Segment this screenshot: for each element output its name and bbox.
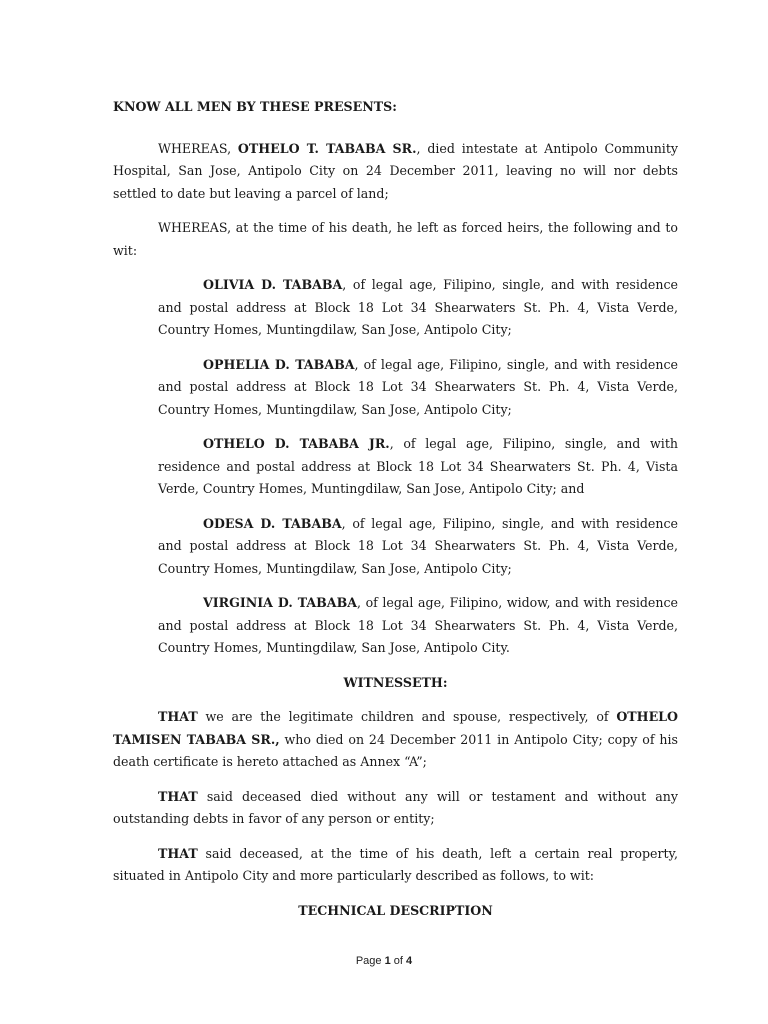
heir-paragraph [158,592,678,660]
whereas-paragraph-1 [113,138,678,206]
page-label: Page [355,955,385,967]
heir-name: OLIVIA D. TABABA [203,277,343,292]
heir-name: ODESA D. TABABA [203,515,342,531]
that-1-text: we are the legitimate children and spouse, respectively, of [197,709,617,724]
whereas-paragraph-2: WHEREAS, at the time of his death, he left as forced heirs, the following and to wit: [113,220,678,258]
heir-paragraph [158,274,678,342]
heir-paragraph [158,433,678,501]
page-footer [0,955,768,967]
heir-name: OPHELIA D. TABABA [203,356,355,372]
decedent-full-name: OTHELO TAMISEN TABABA SR., [113,709,678,747]
that-1-rest: who died on 24 December 2011 in Antipolo City; copy of his death certificate is hereto attached as Annex “A”; [113,731,679,769]
whereas-1-text: , died intestate at Antipolo Community Hospital, San Jose, Antipolo City on 24 December 2011, leaving no will nor debts settled to date but leaving a parcel of land; [113,140,679,201]
heir-paragraph [158,354,678,422]
that-lead: THAT [158,845,198,861]
page-total: 4 [406,955,413,967]
heir-details: , of legal age, Filipino, single, and with residence and postal address at Block 18 Lot 34 Shearwaters St. Ph. 4, Vista Verde, Country Homes, Muntingdilaw, San Jose, Antipolo City; [158,515,678,576]
heir-details: , of legal age, Filipino, widow, and with residence and postal address at Block 18 Lot 34 Shearwaters St. Ph. 4, Vista Verde, Country Homes, Muntingdilaw, San Jose, Antipolo City. [158,595,679,655]
that-paragraph-1 [113,706,678,774]
heir-paragraph [158,513,678,581]
heir-name: VIRGINIA D. TABABA [203,595,357,610]
page-number: 1 [384,955,391,967]
that-paragraph-2 [113,786,678,831]
heir-name: OTHELO D. TABABA JR. [203,436,390,451]
document-body [113,96,678,934]
that-3-text: said deceased, at the time of his death, left a certain real property, situated in Antipolo City and more particularly described as follows, to wit: [113,845,678,883]
decedent-name: OTHELO T. TABABA SR. [237,140,417,156]
whereas-lead: WHEREAS, [158,140,238,156]
that-lead: THAT [158,788,198,804]
page-of-label: of [390,955,407,967]
document-heading: KNOW ALL MEN BY THESE PRESENTS: [113,99,397,114]
heir-details: , of legal age, Filipino, single, and with residence and postal address at Block 18 Lot 34 Shearwaters St. Ph. 4, Vista Verde, Country Homes, Muntingdilaw, San Jose, Antipolo City; and [158,436,678,496]
witnesseth-heading: WITNESSETH: [343,674,448,690]
heir-details: , of legal age, Filipino, single, and with residence and postal address at Block 18 Lot 34 Shearwaters St. Ph. 4, Vista Verde, Country Homes, Muntingdilaw, San Jose, Antipolo City; [158,356,678,417]
technical-description-heading: TECHNICAL DESCRIPTION [298,902,493,918]
heir-details: , of legal age, Filipino, single, and with residence and postal address at Block 18 Lot 34 Shearwaters St. Ph. 4, Vista Verde, Country Homes, Muntingdilaw, San Jose, Antipolo City; [158,277,679,337]
that-paragraph-3 [113,843,678,888]
that-lead: THAT [158,709,198,724]
that-2-text: said deceased died without any will or testament and without any outstanding debts in favor of any person or entity; [113,788,678,826]
